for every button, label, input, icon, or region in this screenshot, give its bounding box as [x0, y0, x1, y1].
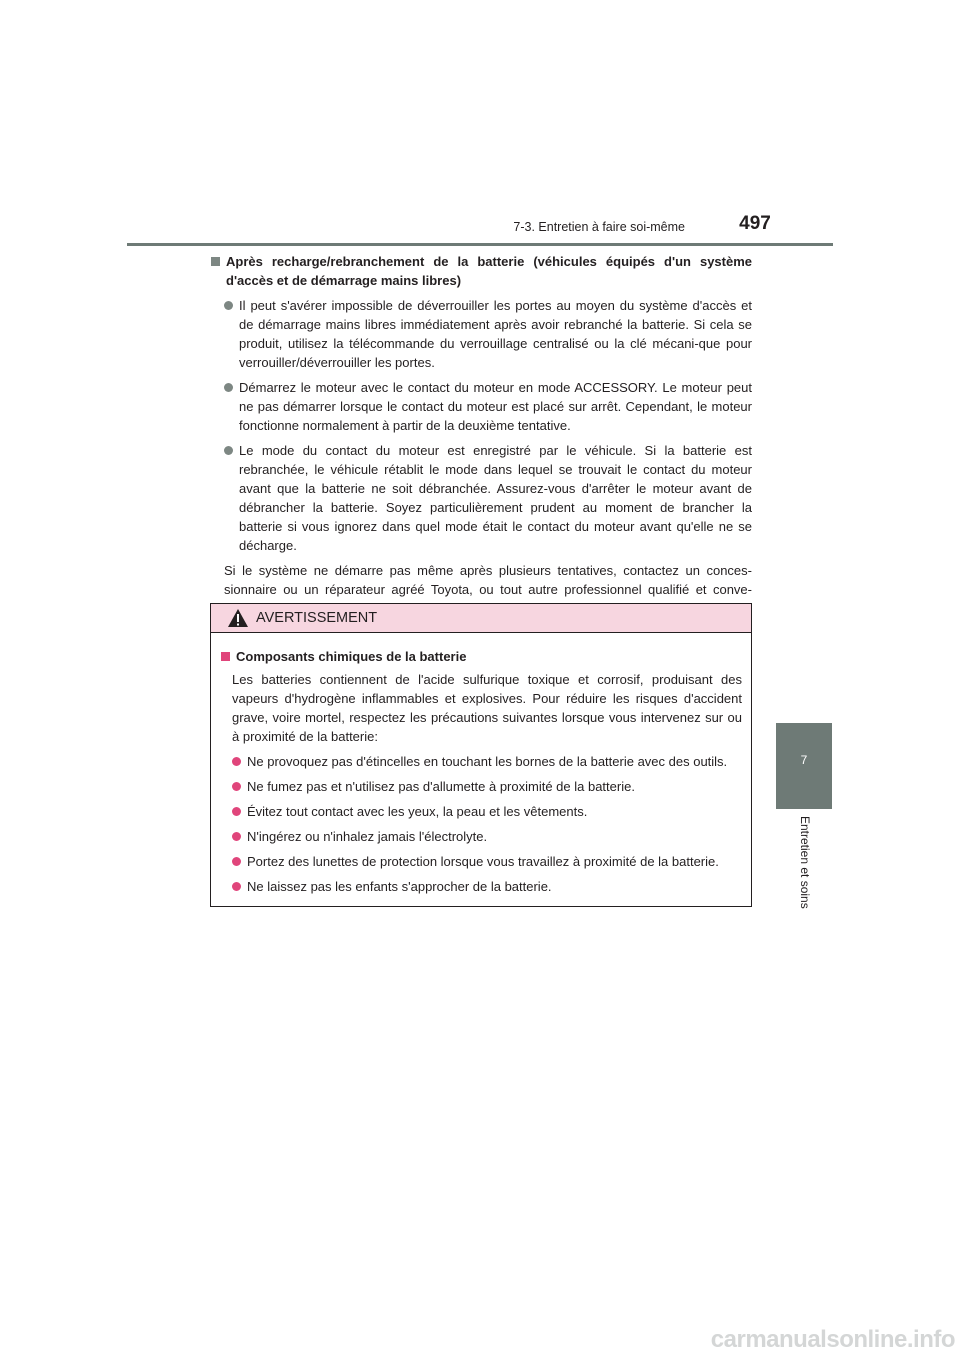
list-item-text: N'ingérez ou n'inhalez jamais l'électrolyte.	[247, 829, 488, 844]
list-item-text: Portez des lunettes de protection lorsque vous travaillez à proximité de la batterie.	[247, 854, 719, 869]
list-item	[220, 802, 742, 821]
warning-title: AVERTISSEMENT	[256, 610, 378, 626]
list-item	[220, 852, 742, 871]
header-divider	[127, 243, 833, 246]
warning-heading-text: Composants chimiques de la batterie	[236, 649, 467, 664]
round-bullet-icon	[232, 832, 241, 841]
round-bullet-icon	[224, 301, 233, 310]
round-bullet-icon	[232, 807, 241, 816]
round-bullet-icon	[224, 446, 233, 455]
main-content	[210, 252, 752, 618]
warning-heading	[220, 647, 742, 666]
round-bullet-icon	[224, 383, 233, 392]
warning-intro: Les batteries contiennent de l'acide sulfurique toxique et corrosif, produisant des vapeurs d'hydrogène inflammables et explosives. Pour réduire les risques d'accident grave, voire mortel, respectez les précautions suivantes lorsque vous intervenez sur ou à proximité de la batterie:	[232, 672, 742, 744]
chapter-label-container	[784, 810, 824, 930]
section-heading-text: Après recharge/rebranchement de la batterie (véhicules équipés d'un système d'accès et de démarrage mains libres)	[226, 254, 752, 288]
list-item-text: Ne provoquez pas d'étincelles en touchant les bornes de la batterie avec des outils.	[247, 754, 728, 769]
warning-triangle-icon	[227, 608, 249, 628]
chapter-number: 7	[800, 753, 808, 767]
list-item-text: Évitez tout contact avec les yeux, la peau et les vêtements.	[247, 804, 588, 819]
round-bullet-icon	[232, 857, 241, 866]
list-item-text: Le mode du contact du moteur est enregistré par le véhicule. Si la batterie est rebranchée, le véhicule rétablit le mode dans lequel se trouvait le contact du moteur avant que la batterie ne soit débranchée. Assurez-vous d'arrêter le moteur avant de débrancher la batterie. Soyez particulièrement prudent au moment de brancher la batterie si vous ignorez dans quel mode était le contact du moteur avant qu'elle ne se décharge.	[239, 443, 752, 553]
square-bullet-icon	[221, 652, 230, 661]
round-bullet-icon	[232, 782, 241, 791]
list-item-text: Ne fumez pas et n'utilisez pas d'allumette à proximité de la batterie.	[247, 779, 635, 794]
list-item	[210, 378, 752, 435]
warning-box	[210, 603, 752, 907]
section-note: Si le système ne démarre pas même après plusieurs tentatives, contactez un conces-sionnaire ou un réparateur agréé Toyota, ou tout autre professionnel qualifié et conve-	[224, 563, 752, 597]
list-item	[210, 296, 752, 372]
round-bullet-icon	[232, 757, 241, 766]
list-item-text: Ne laissez pas les enfants s'approcher de la batterie.	[247, 879, 552, 894]
warning-header	[211, 604, 751, 633]
section-title: 7-3. Entretien à faire soi-même	[513, 220, 685, 234]
watermark: carmanualsonline.info	[710, 1326, 955, 1353]
list-item	[220, 877, 742, 896]
section-heading	[210, 252, 752, 290]
list-item-text: Démarrez le moteur avec le contact du moteur en mode ACCESSORY. Le moteur peut ne pas démarrer lorsque le contact du moteur est placé sur arrêt. Cependant, le moteur fonctionne normalement à partir de la deuxième tentative.	[239, 380, 752, 433]
page-number: 497	[739, 213, 771, 234]
list-item	[220, 827, 742, 846]
list-item-text: Il peut s'avérer impossible de déverrouiller les portes au moyen du système d'accès et de démarrage mains libres immédiatement après avoir rebranché la batterie. Si cela se produit, utilisez la télécommande du verrouillage centralisé ou la clé mécani-que pour verrouiller/déverrouiller les portes.	[239, 298, 752, 370]
list-item	[220, 777, 742, 796]
chapter-tab[interactable]	[776, 723, 832, 809]
round-bullet-icon	[232, 882, 241, 891]
list-item	[210, 441, 752, 555]
warning-body	[211, 633, 751, 896]
chapter-label: Entretien et soins	[798, 816, 812, 909]
list-item	[220, 752, 742, 771]
square-bullet-icon	[211, 257, 220, 266]
